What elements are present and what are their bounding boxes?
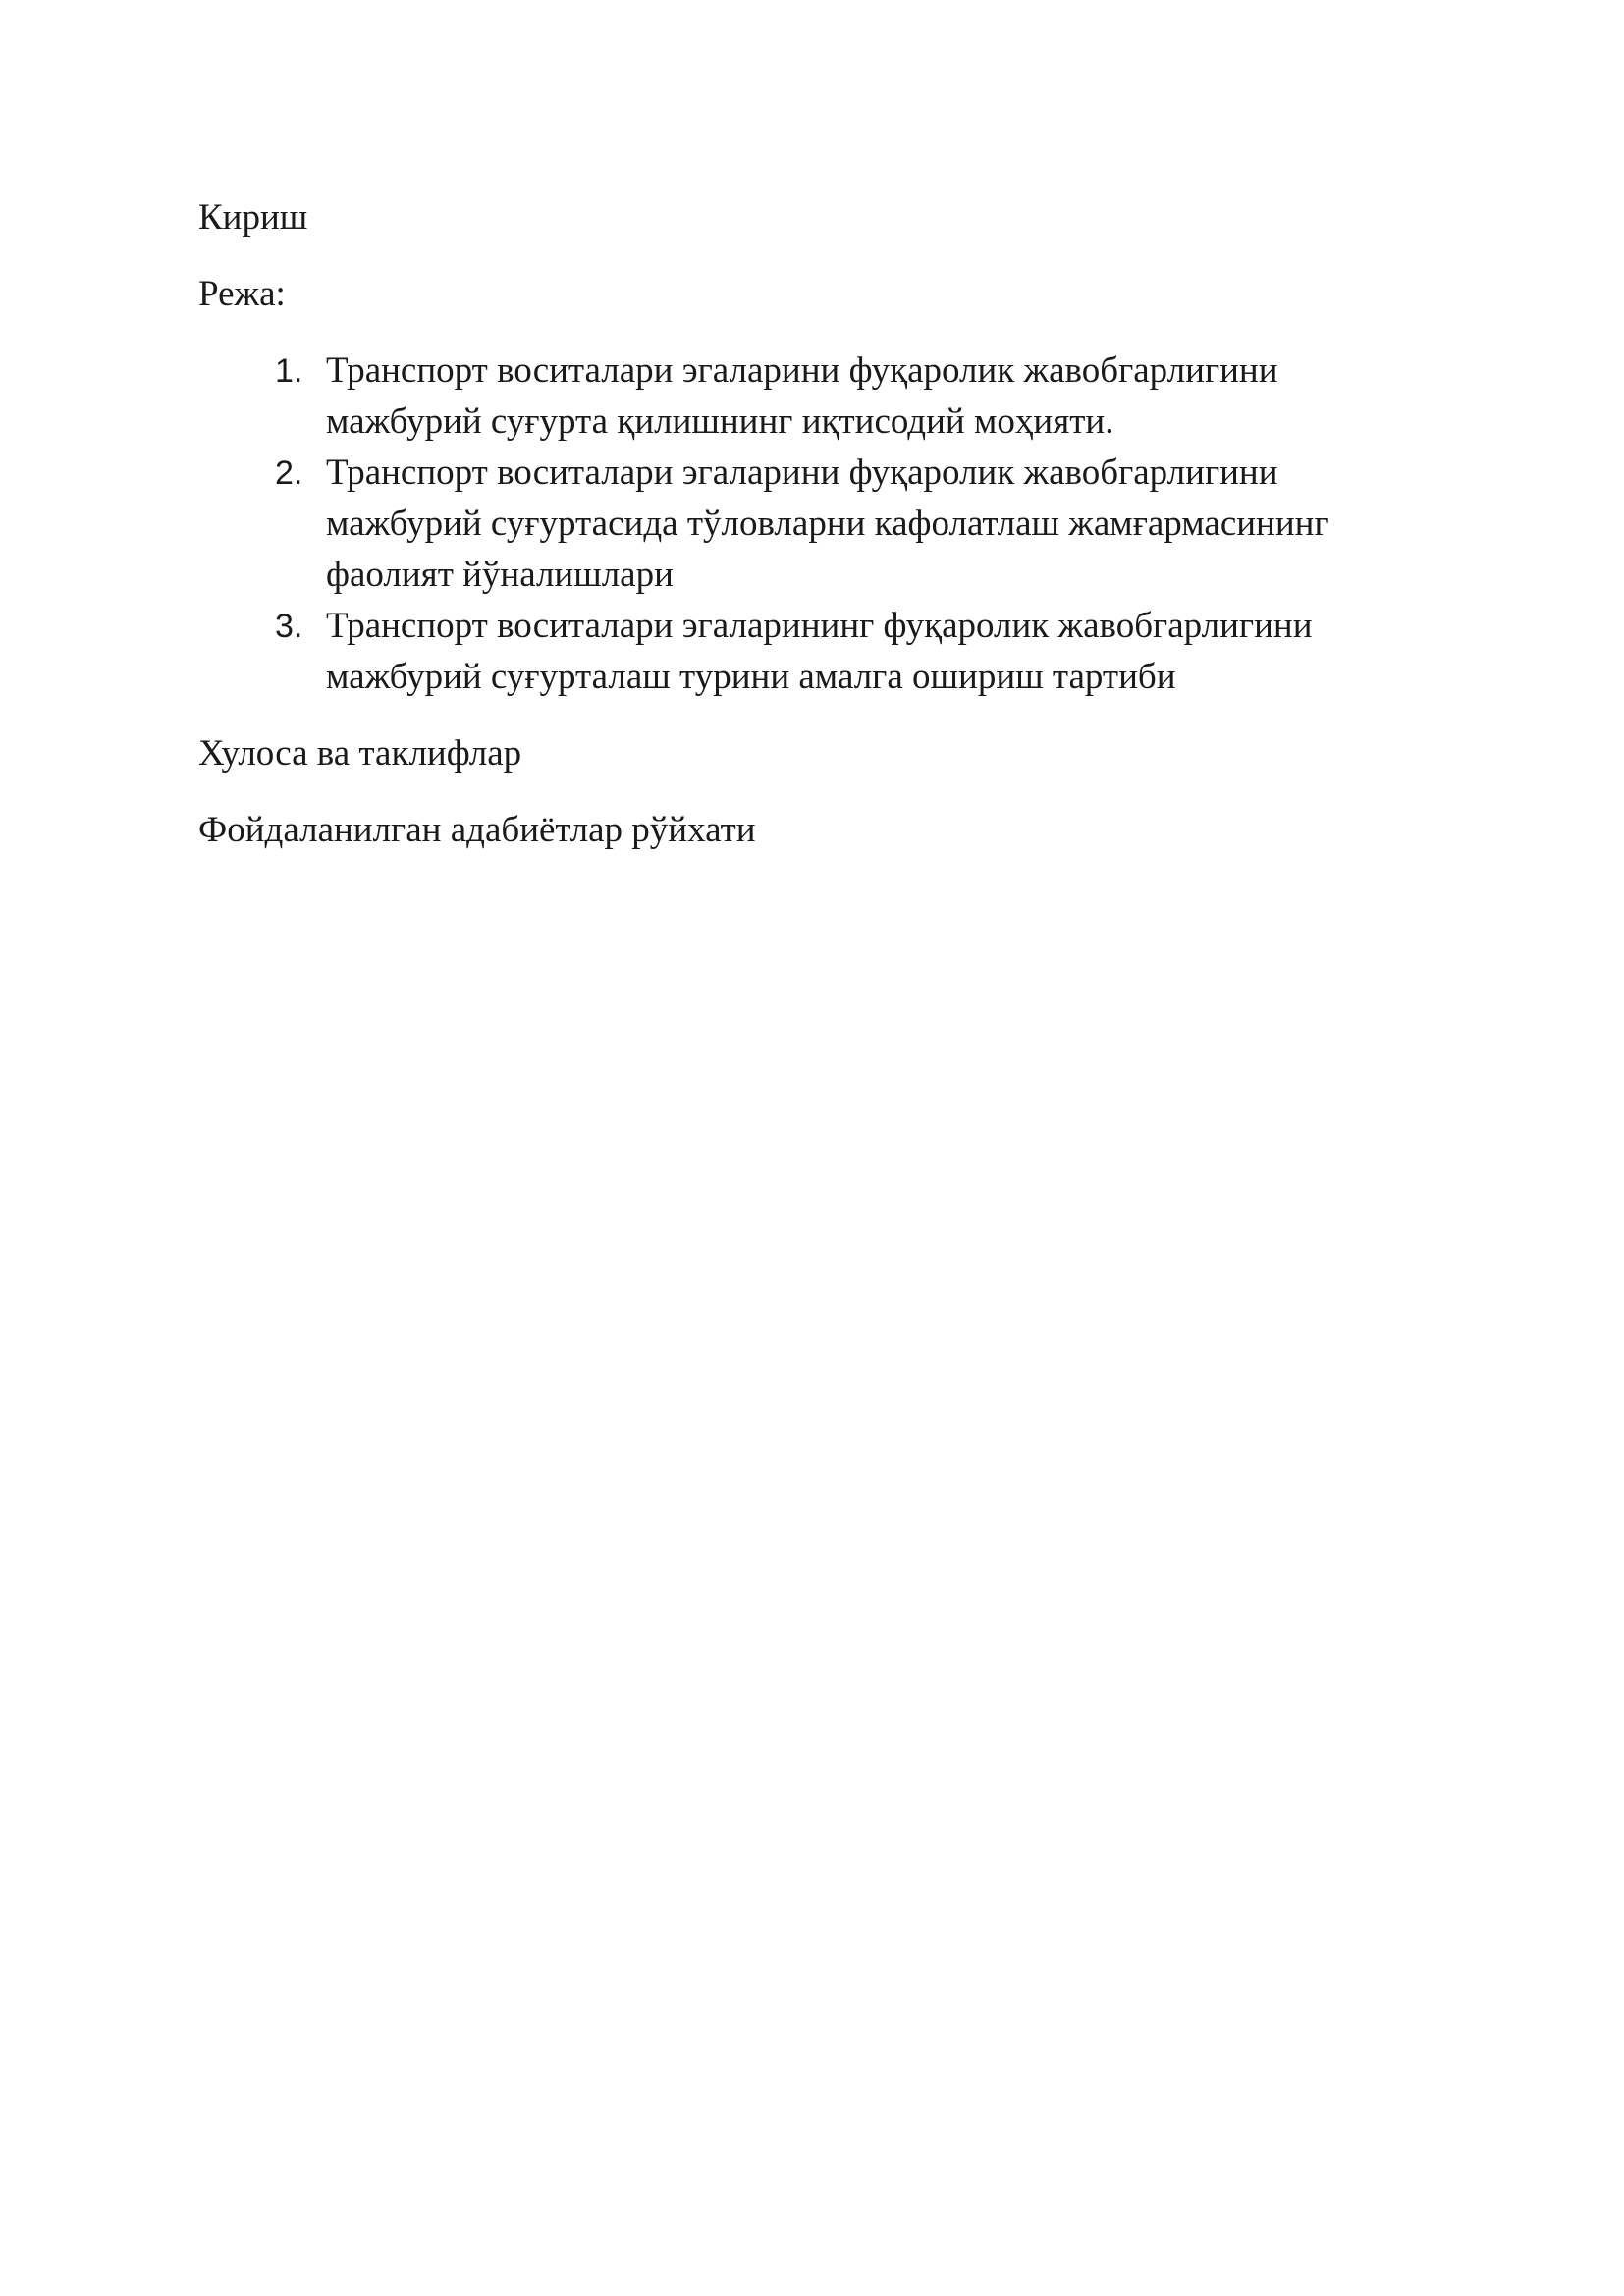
document-content: [198, 192, 1426, 856]
plan-item-3: [198, 601, 1426, 703]
plan-heading: Режа:: [198, 274, 286, 314]
conclusion-heading: Хулоса ва таклифлар: [198, 733, 522, 774]
plan-item-number: 3.: [275, 608, 303, 645]
plan-item-2: [198, 448, 1426, 601]
intro-heading: Кириш: [198, 197, 308, 238]
plan-item-text: Транспорт воситалари эгаларининг фуқаролик жавобгарлигини мажбурий суғурталаш турини амалга ошириш тартиби: [326, 606, 1313, 697]
plan-item-number: 1.: [275, 352, 303, 390]
plan-item-text: Транспорт воситалари эгаларини фуқаролик жавобгарлигини мажбурий суғурта қилишнинг иқтисодий моҳияти.: [326, 350, 1278, 442]
plan-list: [198, 346, 1426, 703]
plan-item-text: Транспорт воситалари эгаларини фуқаролик жавобгарлигини мажбурий суғуртасида тўловларни кафолатлаш жамғармасининг фаолият йўналишлари: [326, 453, 1329, 595]
references-heading: Фойдаланилган адабиётлар рўйхати: [198, 810, 756, 850]
plan-item-number: 2.: [275, 454, 303, 492]
plan-item-1: [198, 346, 1426, 448]
